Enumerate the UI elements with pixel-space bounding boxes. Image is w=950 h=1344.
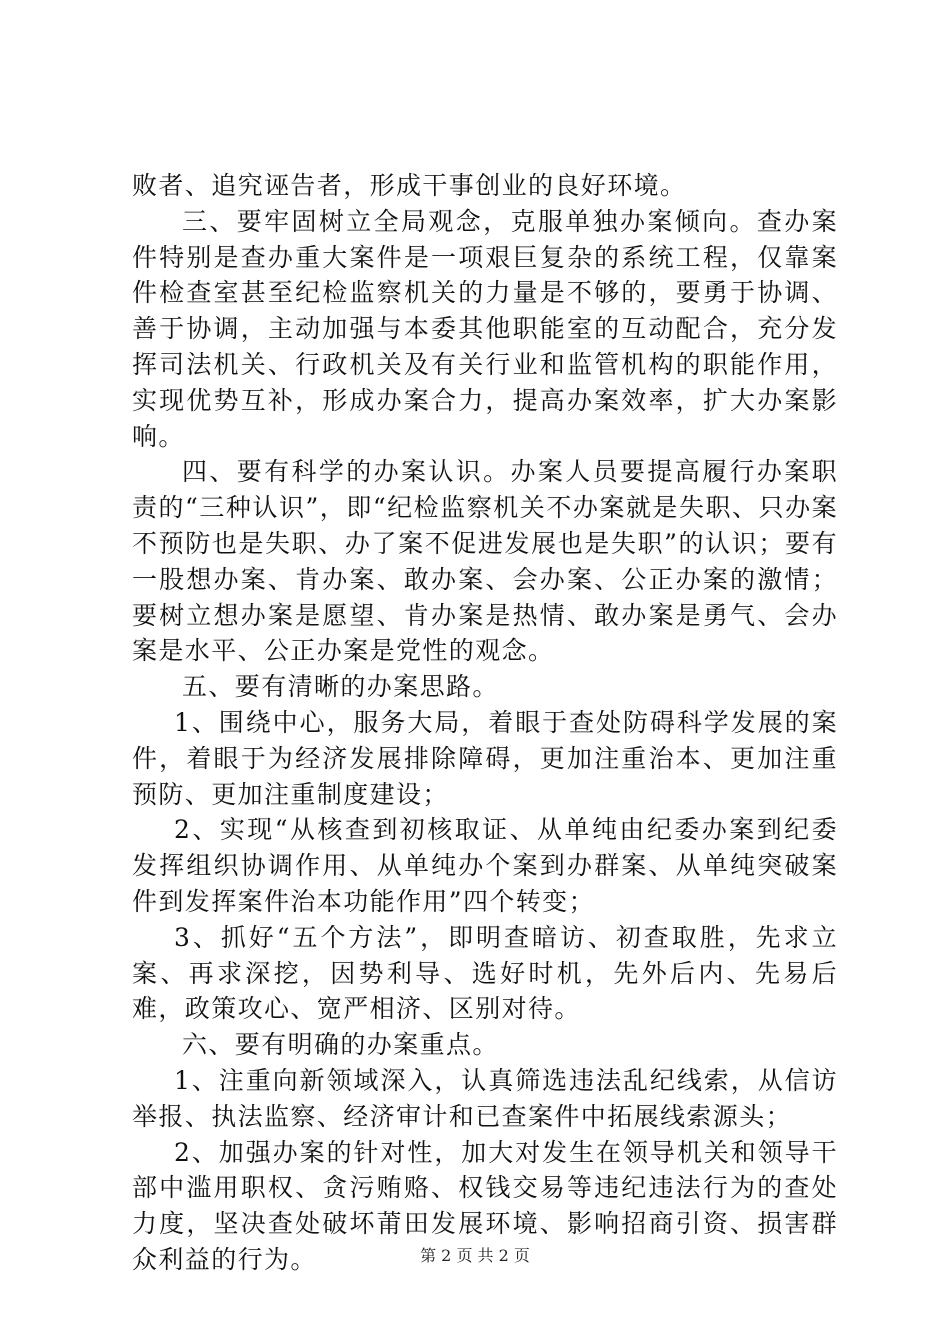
page-footer: 第 2 页 共 2 页 [420,1246,530,1265]
paragraph-section-5-heading: 五、要有清晰的办案思路。 [182,672,499,702]
paragraph-section-4: 四、要有科学的办案认识。办案人员要提高履行办案职责的“三种认识”，即“纪检监察机关不办案就是失职、只办案不预防也是失职、办了案不促进发展也是失职”的认识；要有一股想办案、肯办案、敢办案、会办案、公正办案的激情；要树立想办案是愿望、肯办案是热情、敢办案是勇气、会办案是水平、公正办案是党性的观念。 [132,457,838,666]
paragraph-section-6-item-2: 2、加强办案的针对性，加大对发生在领导机关和领导干部中滥用职权、贪污贿赂、权钱交易等违纪违法行为的查处力度，坚决查处破坏莆田发展环境、影响招商引资、损害群众利益的行为。 [132,1137,838,1274]
paragraph-continuation: 败者、追究诬告者，形成干事创业的良好环境。 [132,171,687,200]
paragraph-section-5-item-2: 2、实现“从核查到初核取证、从单纯由纪委办案到纪委发挥组织协调作用、从单纯办个案到办群案、从单纯突破案件到发挥案件治本功能作用”四个转变； [132,815,838,916]
paragraph-section-6-item-1: 1、注重向新领域深入，认真筛选违法乱纪线索，从信访举报、执法监察、经济审计和已查案件中拓展线索源头； [132,1065,838,1131]
paragraph-section-5-item-3: 3、抓好“五个方法”，即明查暗访、初查取胜，先求立案、再求深挖，因势利导、选好时机，先外后内、先易后难，政策攻心、宽严相济、区别对待。 [132,922,838,1024]
paragraph-section-6-heading: 六、要有明确的办案重点。 [182,1030,499,1060]
document-body [132,168,838,1278]
paragraph-section-3: 三、要牢固树立全局观念，克服单独办案倾向。查办案件特别是查办重大案件是一项艰巨复杂的系统工程，仅靠案件检查室甚至纪检监察机关的力量是不够的，要勇于协调、善于协调，主动加强与本委其他职能室的互动配合，充分发挥司法机关、行政机关及有关行业和监管机构的职能作用，实现优势互补，形成办案合力，提高办案效率，扩大办案影响。 [132,206,838,451]
paragraph-section-5-item-1: 1、围绕中心，服务大局，着眼于查处防碍科学发展的案件，着眼于为经济发展排除障碍，更加注重治本、更加注重预防、更加注重制度建设； [132,707,838,809]
